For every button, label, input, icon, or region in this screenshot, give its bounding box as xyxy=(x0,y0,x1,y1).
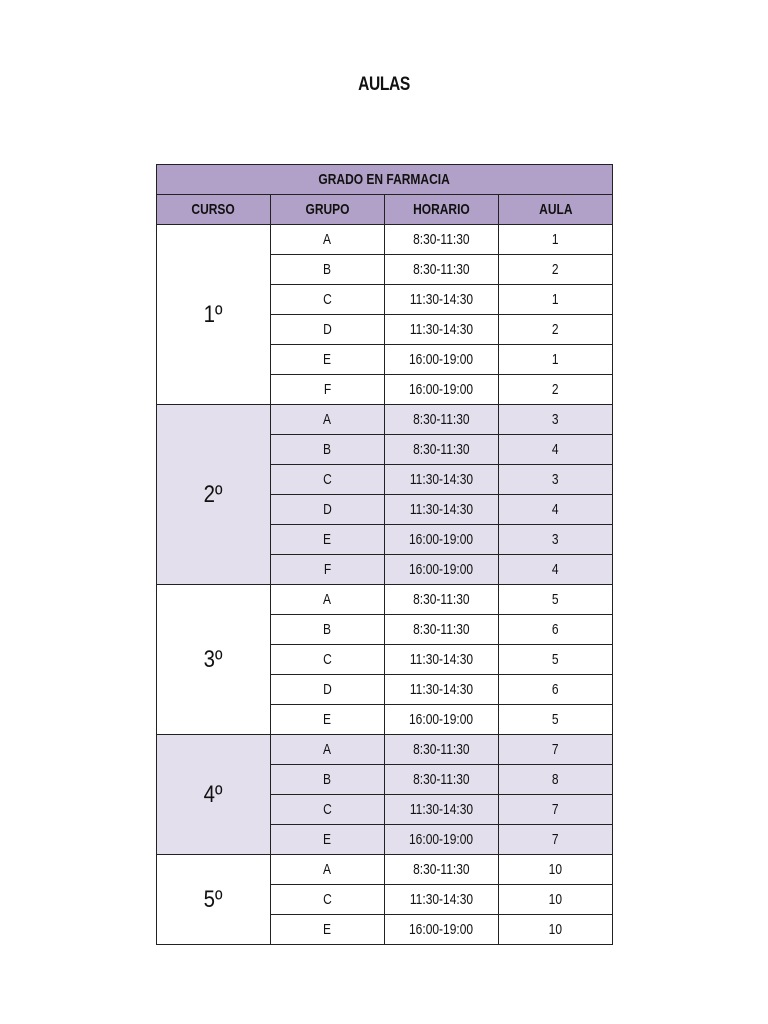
table-row xyxy=(157,225,613,255)
aula-cell: 7 xyxy=(499,795,613,825)
grupo-cell: C xyxy=(271,885,385,915)
curso-cell: 5º xyxy=(157,855,271,945)
aula-cell: 1 xyxy=(499,285,613,315)
horario-cell: 8:30-11:30 xyxy=(385,855,499,885)
aula-cell: 5 xyxy=(499,585,613,615)
table-row xyxy=(157,585,613,615)
header-grupo: GRUPO xyxy=(271,195,385,225)
grupo-cell: E xyxy=(271,705,385,735)
curso-cell: 1º xyxy=(157,225,271,405)
horario-cell: 8:30-11:30 xyxy=(385,765,499,795)
grupo-cell: C xyxy=(271,285,385,315)
table-row xyxy=(157,855,613,885)
aula-cell: 4 xyxy=(499,555,613,585)
aula-cell: 1 xyxy=(499,345,613,375)
horario-cell: 16:00-19:00 xyxy=(385,525,499,555)
grupo-cell: E xyxy=(271,915,385,945)
grupo-cell: A xyxy=(271,855,385,885)
table-row xyxy=(157,405,613,435)
horario-cell: 8:30-11:30 xyxy=(385,255,499,285)
grupo-cell: A xyxy=(271,585,385,615)
aula-cell: 10 xyxy=(499,855,613,885)
aula-cell: 7 xyxy=(499,825,613,855)
aula-cell: 5 xyxy=(499,705,613,735)
horario-cell: 11:30-14:30 xyxy=(385,795,499,825)
table-body xyxy=(157,225,613,945)
grupo-cell: D xyxy=(271,495,385,525)
aula-cell: 2 xyxy=(499,255,613,285)
horario-cell: 11:30-14:30 xyxy=(385,495,499,525)
page-title: AULAS xyxy=(358,74,410,95)
aula-cell: 3 xyxy=(499,525,613,555)
horario-cell: 16:00-19:00 xyxy=(385,705,499,735)
horario-cell: 8:30-11:30 xyxy=(385,435,499,465)
curso-cell: 3º xyxy=(157,585,271,735)
horario-cell: 11:30-14:30 xyxy=(385,315,499,345)
curso-cell: 2º xyxy=(157,405,271,585)
grupo-cell: B xyxy=(271,615,385,645)
grupo-cell: C xyxy=(271,465,385,495)
grupo-cell: B xyxy=(271,255,385,285)
horario-cell: 8:30-11:30 xyxy=(385,225,499,255)
horario-cell: 11:30-14:30 xyxy=(385,675,499,705)
aula-cell: 3 xyxy=(499,465,613,495)
grupo-cell: F xyxy=(271,555,385,585)
grupo-cell: F xyxy=(271,375,385,405)
grupo-cell: C xyxy=(271,795,385,825)
table-row xyxy=(157,735,613,765)
aulas-table xyxy=(156,164,613,945)
grupo-cell: D xyxy=(271,315,385,345)
grupo-cell: A xyxy=(271,225,385,255)
horario-cell: 8:30-11:30 xyxy=(385,735,499,765)
grupo-cell: B xyxy=(271,435,385,465)
curso-cell: 4º xyxy=(157,735,271,855)
aula-cell: 4 xyxy=(499,435,613,465)
horario-cell: 11:30-14:30 xyxy=(385,885,499,915)
aula-cell: 10 xyxy=(499,915,613,945)
aula-cell: 2 xyxy=(499,315,613,345)
aula-cell: 6 xyxy=(499,615,613,645)
table-header-row xyxy=(157,195,613,225)
grupo-cell: E xyxy=(271,825,385,855)
aula-cell: 5 xyxy=(499,645,613,675)
header-aula: AULA xyxy=(499,195,613,225)
grupo-cell: E xyxy=(271,525,385,555)
horario-cell: 8:30-11:30 xyxy=(385,615,499,645)
horario-cell: 11:30-14:30 xyxy=(385,285,499,315)
horario-cell: 16:00-19:00 xyxy=(385,375,499,405)
grupo-cell: C xyxy=(271,645,385,675)
grupo-cell: D xyxy=(271,675,385,705)
table-title: GRADO EN FARMACIA xyxy=(157,165,613,195)
grupo-cell: A xyxy=(271,405,385,435)
aula-cell: 10 xyxy=(499,885,613,915)
aula-cell: 6 xyxy=(499,675,613,705)
grupo-cell: B xyxy=(271,765,385,795)
header-horario: HORARIO xyxy=(385,195,499,225)
aula-cell: 3 xyxy=(499,405,613,435)
horario-cell: 11:30-14:30 xyxy=(385,465,499,495)
horario-cell: 8:30-11:30 xyxy=(385,585,499,615)
grupo-cell: A xyxy=(271,735,385,765)
horario-cell: 16:00-19:00 xyxy=(385,825,499,855)
horario-cell: 8:30-11:30 xyxy=(385,405,499,435)
aula-cell: 2 xyxy=(499,375,613,405)
grupo-cell: E xyxy=(271,345,385,375)
aula-cell: 8 xyxy=(499,765,613,795)
aula-cell: 1 xyxy=(499,225,613,255)
aula-cell: 4 xyxy=(499,495,613,525)
aula-cell: 7 xyxy=(499,735,613,765)
horario-cell: 16:00-19:00 xyxy=(385,345,499,375)
header-curso: CURSO xyxy=(157,195,271,225)
horario-cell: 11:30-14:30 xyxy=(385,645,499,675)
horario-cell: 16:00-19:00 xyxy=(385,555,499,585)
table-title-row xyxy=(157,165,613,195)
horario-cell: 16:00-19:00 xyxy=(385,915,499,945)
